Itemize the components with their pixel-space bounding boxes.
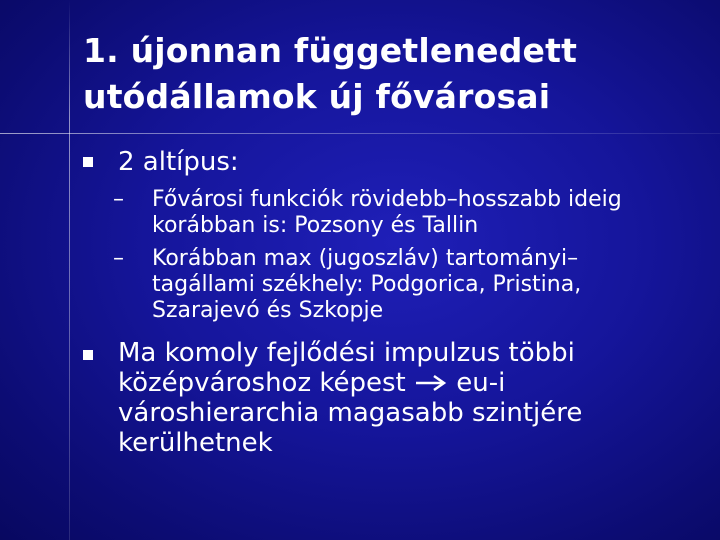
subitem-2-line-2: tagállami székhely: Podgorica, Pristina, bbox=[152, 272, 582, 297]
dash-bullet: – bbox=[113, 246, 124, 271]
title-line-1: 1. újonnan függetlenedett bbox=[83, 31, 578, 70]
bullet-2-line-2-end: eu-i bbox=[448, 368, 506, 398]
subitem-1-line-2: korábban is: Pozsony és Tallin bbox=[152, 213, 479, 238]
slide-title bbox=[83, 28, 703, 120]
bullet-1-text: 2 altípus: bbox=[118, 147, 239, 177]
bullet-2-line-3: városhierarchia magasabb szintjére bbox=[118, 398, 583, 428]
subitem-1-line-1: Fővárosi funkciók rövidebb–hosszabb ideig bbox=[152, 187, 622, 212]
bullet-2-line-2 bbox=[118, 368, 678, 398]
subitem-1 bbox=[152, 187, 692, 239]
decorative-horizontal-line bbox=[0, 133, 720, 134]
subitem-2-line-1: Korábban max (jugoszláv) tartományi– bbox=[152, 246, 579, 271]
square-bullet-icon bbox=[83, 350, 93, 360]
subitem-2-line-3: Szarajevó és Szkopje bbox=[152, 298, 384, 323]
title-line-2: utódállamok új fővárosai bbox=[83, 77, 551, 116]
subitem-2 bbox=[152, 246, 692, 324]
square-bullet-icon bbox=[83, 157, 93, 167]
bullet-2-line-2-start: középvároshoz képest bbox=[118, 368, 415, 398]
bullet-2-line-1: Ma komoly fejlődési impulzus többi bbox=[118, 338, 575, 368]
bullet-2-line-4: kerülhetnek bbox=[118, 428, 273, 458]
bullet-2-text bbox=[118, 338, 678, 458]
decorative-vertical-line bbox=[69, 0, 70, 540]
dash-bullet: – bbox=[113, 187, 124, 212]
right-arrow-icon bbox=[414, 373, 448, 393]
